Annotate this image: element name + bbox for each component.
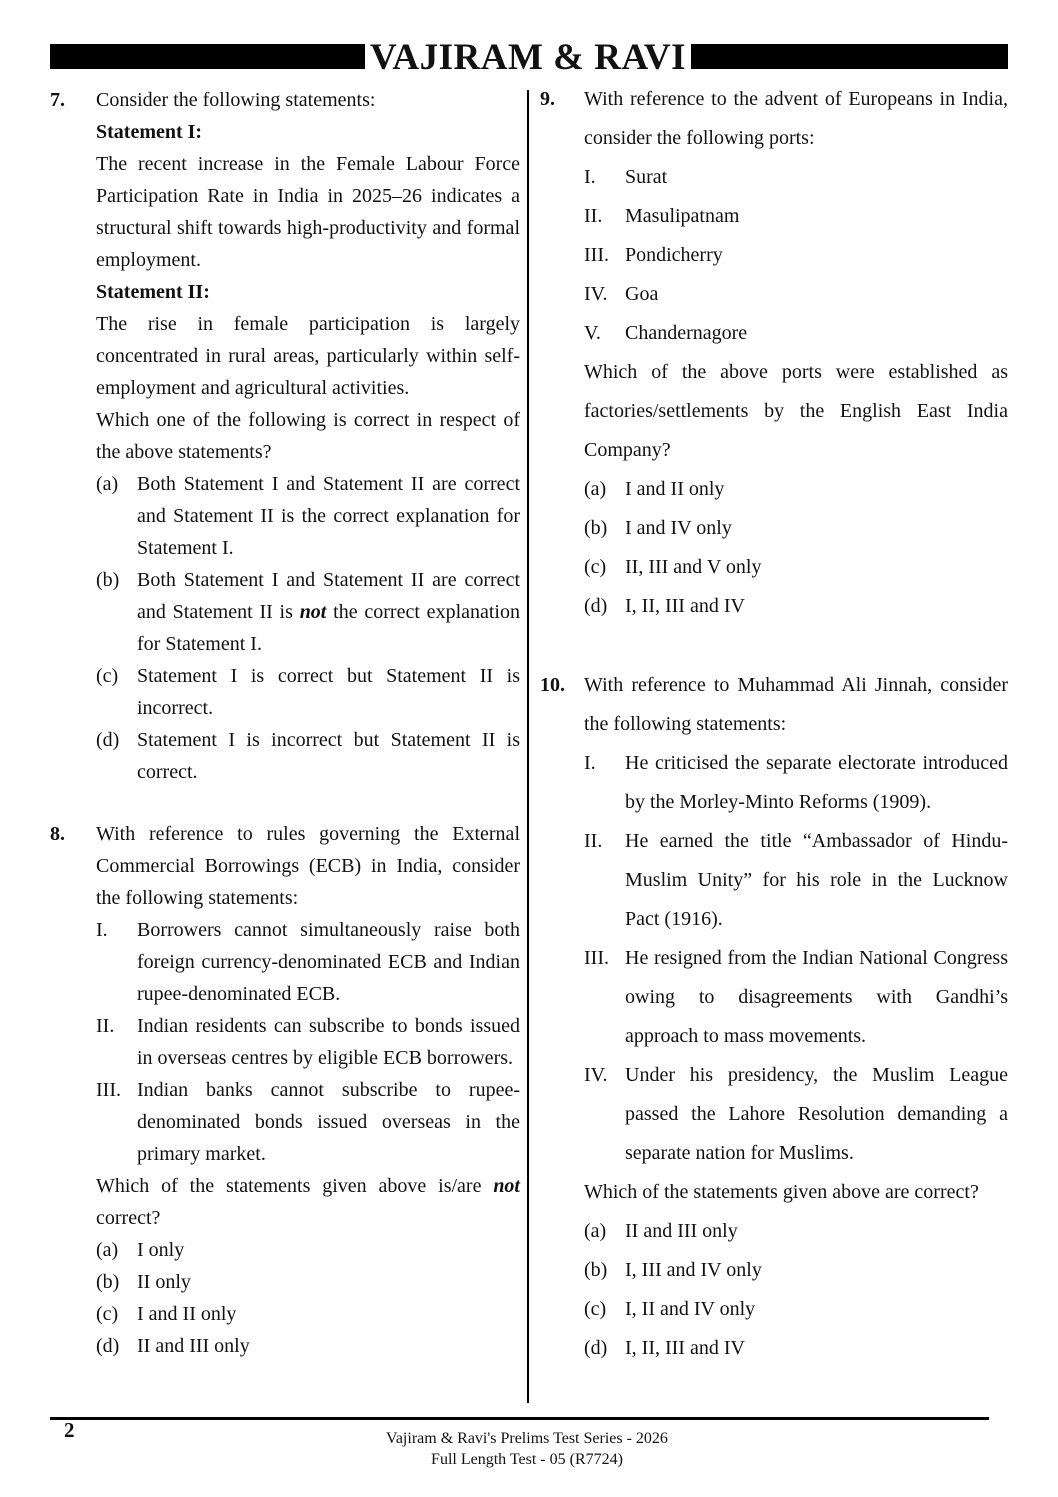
statement-heading: Statement II: — [96, 281, 210, 303]
question-number: 7. — [50, 89, 65, 111]
option-row — [584, 1290, 1008, 1329]
option-text: Chandernagore — [625, 322, 748, 344]
page-number: 2 — [64, 1418, 75, 1442]
brand-title: VAJIRAM & RAVI — [369, 37, 687, 78]
option-text: II only — [137, 1271, 191, 1293]
option-row — [584, 1251, 1008, 1290]
question-number: 10. — [540, 674, 565, 696]
option-row — [96, 724, 520, 788]
option-label: (d) — [96, 729, 120, 751]
emphasis-text: not — [299, 601, 327, 623]
question-text: Consider the following statements: — [96, 89, 376, 111]
option-text: I, II, III and IV — [625, 1337, 745, 1359]
option-text: Both Statement I and Statement II are correct and Statement II is not the correct explanation for Statement I. — [137, 569, 520, 655]
option-label: II. — [584, 205, 603, 227]
option-label: I. — [584, 166, 596, 188]
option-row — [96, 564, 520, 660]
option-row — [584, 1329, 1008, 1368]
option-row — [584, 197, 1008, 236]
option-label: (a) — [584, 1220, 607, 1242]
question-number: 9. — [540, 88, 555, 110]
option-text: I and IV only — [625, 517, 732, 539]
question-body — [584, 80, 1008, 626]
option-label: V. — [584, 322, 601, 344]
option-text: Statement I is incorrect but Statement II is correct. — [137, 729, 520, 783]
option-row — [96, 468, 520, 564]
option-label: (b) — [584, 517, 608, 539]
option-text: Masulipatnam — [625, 205, 740, 227]
option-text: Borrowers cannot simultaneously raise both foreign currency-denominated ECB and Indian rupee-denominated ECB. — [137, 919, 520, 1005]
option-label: I. — [96, 919, 108, 941]
option-text: Indian residents can subscribe to bonds issued in overseas centres by eligible ECB borrowers. — [137, 1015, 520, 1069]
option-text: Goa — [625, 283, 659, 305]
header-bar-right — [691, 44, 1008, 69]
option-row — [584, 158, 1008, 197]
option-text: He earned the title “Ambassador of Hindu-Muslim Unity” for his role in the Lucknow Pact (1916). — [625, 830, 1008, 930]
option-text: I and II only — [625, 478, 725, 500]
option-label: (d) — [584, 1337, 608, 1359]
footer-text — [300, 1428, 754, 1470]
option-row — [96, 914, 520, 1010]
option-label: (a) — [96, 1239, 119, 1261]
footer-rule — [50, 1417, 989, 1420]
option-text: Statement I is correct but Statement II is incorrect. — [137, 665, 520, 719]
option-text: II and III only — [625, 1220, 738, 1242]
option-text: I, III and IV only — [625, 1259, 762, 1281]
option-row — [96, 1266, 520, 1298]
header-bar-left — [50, 44, 365, 69]
column-divider — [527, 90, 529, 1403]
option-row — [584, 587, 1008, 626]
option-text: Pondicherry — [625, 244, 723, 266]
option-text: Surat — [625, 166, 668, 188]
option-text: He resigned from the Indian National Congress owing to disagreements with Gandhi’s approach to mass movements. — [625, 947, 1008, 1047]
option-text: Under his presidency, the Muslim League passed the Lahore Resolution demanding a separate nation for Muslims. — [625, 1064, 1008, 1164]
question-text: The recent increase in the Female Labour Force Participation Rate in India in 2025–26 indicates a structural shift towards high-productivity and formal employment. — [96, 153, 520, 271]
option-row — [584, 275, 1008, 314]
option-text: I, II and IV only — [625, 1298, 756, 1320]
question-text: With reference to the advent of Europeans in India, consider the following ports: — [584, 88, 1008, 149]
option-label: (c) — [584, 556, 607, 578]
option-row — [584, 470, 1008, 509]
option-row — [584, 744, 1008, 822]
option-label: III. — [584, 947, 609, 969]
option-row — [584, 1212, 1008, 1251]
option-label: (c) — [96, 665, 119, 687]
option-label: (c) — [584, 1298, 607, 1320]
option-row — [96, 1330, 520, 1362]
option-label: (b) — [96, 569, 120, 591]
option-text: Indian banks cannot subscribe to rupee-denominated bonds issued overseas in the primary market. — [137, 1079, 520, 1165]
option-label: II. — [584, 830, 603, 852]
footer-test: Full Length Test - 05 (R7724) — [431, 1451, 623, 1468]
question-text: Which one of the following is correct in respect of the above statements? — [96, 409, 520, 463]
option-label: (d) — [96, 1335, 120, 1357]
option-row — [96, 1074, 520, 1170]
question-body — [584, 666, 1008, 1368]
option-label: (c) — [96, 1303, 119, 1325]
option-label: IV. — [584, 1064, 608, 1086]
question-text: Which of the statements given above are correct? — [584, 1181, 979, 1203]
option-text: Both Statement I and Statement II are correct and Statement II is the correct explanation for Statement I. — [137, 473, 520, 559]
option-label: III. — [96, 1079, 121, 1101]
question-body — [96, 818, 520, 1362]
option-label: IV. — [584, 283, 608, 305]
option-row — [584, 509, 1008, 548]
question-body — [96, 84, 520, 788]
option-label: (a) — [584, 478, 607, 500]
option-label: (d) — [584, 595, 608, 617]
option-row — [584, 236, 1008, 275]
option-row — [584, 822, 1008, 939]
option-label: (b) — [584, 1259, 608, 1281]
option-text: II, III and V only — [625, 556, 762, 578]
option-text: I only — [137, 1239, 185, 1261]
question-text: Which of the statements given above is/are not correct? — [96, 1175, 520, 1229]
option-row — [96, 1010, 520, 1074]
option-row — [584, 314, 1008, 353]
option-label: I. — [584, 752, 596, 774]
option-text: II and III only — [137, 1335, 250, 1357]
question-text: Which of the above ports were established as factories/settlements by the English East India Company? — [584, 361, 1008, 461]
footer-series: Vajiram & Ravi's Prelims Test Series - 2026 — [386, 1430, 668, 1447]
question-text: The rise in female participation is largely concentrated in rural areas, particularly within self-employment and agricultural activities. — [96, 313, 520, 399]
emphasis-text: not — [493, 1175, 520, 1197]
option-row — [584, 548, 1008, 587]
option-row — [584, 1056, 1008, 1173]
option-row — [96, 660, 520, 724]
option-row — [96, 1234, 520, 1266]
option-label: (b) — [96, 1271, 120, 1293]
question-text: With reference to rules governing the External Commercial Borrowings (ECB) in India, consider the following statements: — [96, 823, 520, 909]
question-number: 8. — [50, 823, 65, 845]
option-label: III. — [584, 244, 609, 266]
option-text: I, II, III and IV — [625, 595, 745, 617]
question-text: With reference to Muhammad Ali Jinnah, consider the following statements: — [584, 674, 1008, 735]
option-text: I and II only — [137, 1303, 237, 1325]
option-row — [96, 1298, 520, 1330]
option-label: II. — [96, 1015, 115, 1037]
option-label: (a) — [96, 473, 119, 495]
option-row — [584, 939, 1008, 1056]
option-text: He criticised the separate electorate introduced by the Morley-Minto Reforms (1909). — [625, 752, 1008, 813]
statement-heading: Statement I: — [96, 121, 203, 143]
